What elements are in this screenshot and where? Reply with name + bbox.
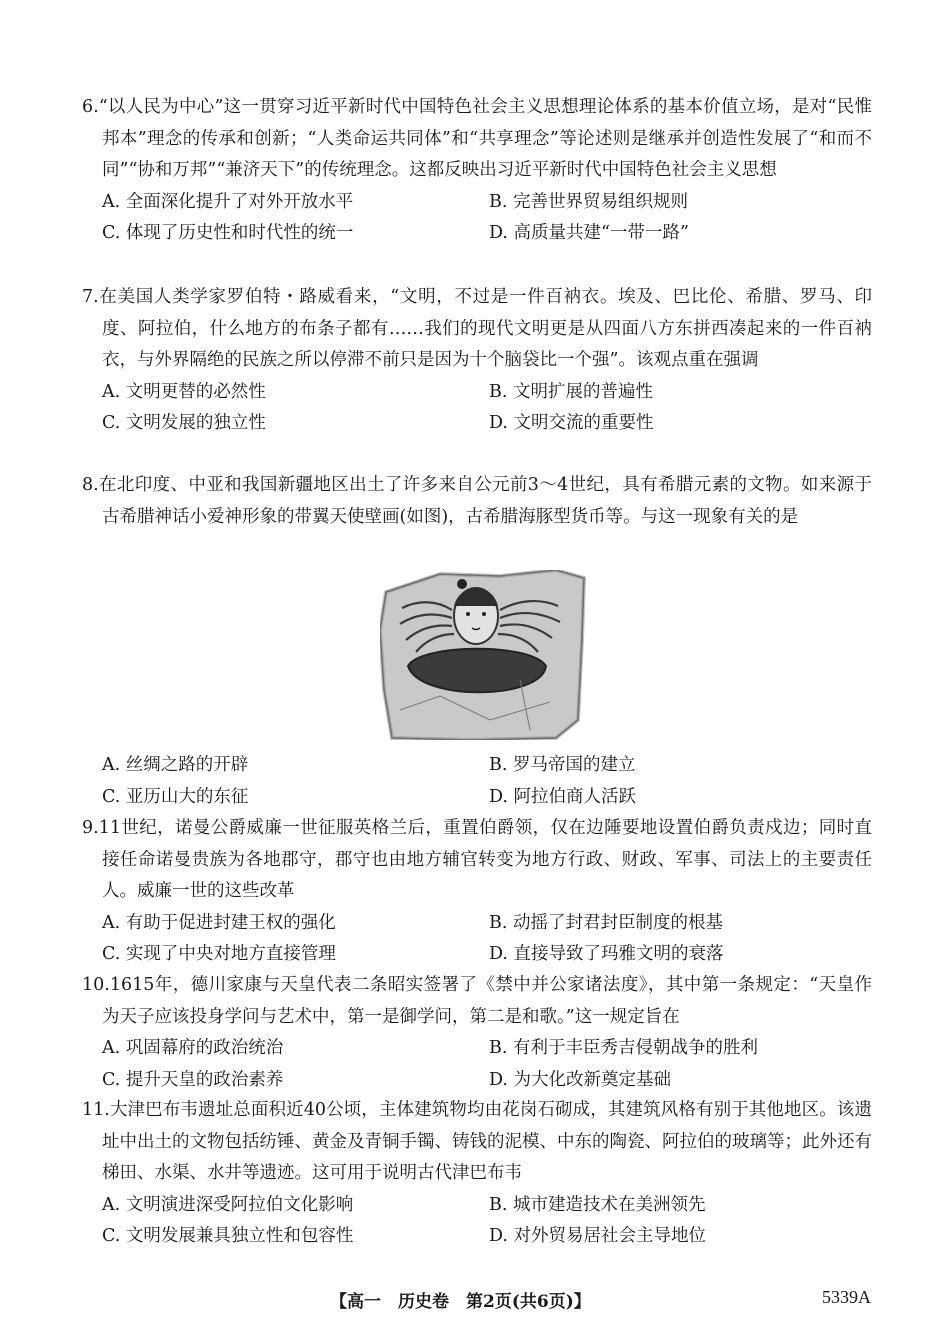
option-a: A. 文明演进深受阿拉伯文化影响 bbox=[102, 1194, 354, 1215]
question-stem: 10.1615年，德川家康与天皇代表二条昭实签署了《禁中并公家诸法度》，其中第一条规定：“天皇作为天子应该投身学问与艺术中，第一是御学问，第二是和歌。”这一规定旨在 bbox=[82, 975, 872, 1027]
option-c: C. 亚历山大的东征 bbox=[102, 786, 249, 807]
option-a: A. 丝绸之路的开辟 bbox=[102, 755, 249, 775]
option-b: B. 有利于丰臣秀吉侵朝战争的胜利 bbox=[489, 1038, 758, 1058]
option-c: C. 提升天皇的政治素养 bbox=[102, 1069, 284, 1090]
question-6 bbox=[82, 92, 872, 250]
option-c: C. 实现了中央对地方直接管理 bbox=[102, 944, 336, 964]
question-9 bbox=[82, 813, 872, 971]
option-a: A. 全面深化提升了对外开放水平 bbox=[102, 191, 354, 212]
option-b: B. 文明扩展的普遍性 bbox=[489, 381, 653, 402]
option-c: C. 体现了历史性和时代性的统一 bbox=[102, 223, 354, 243]
question-11 bbox=[82, 1095, 872, 1253]
options bbox=[102, 750, 872, 813]
options bbox=[102, 908, 872, 971]
question-8-options bbox=[82, 750, 872, 813]
option-a: A. 有助于促进封建王权的强化 bbox=[102, 912, 336, 933]
option-b: B. 罗马帝国的建立 bbox=[489, 755, 636, 775]
option-b: B. 完善世界贸易组织规则 bbox=[489, 191, 688, 212]
options bbox=[102, 187, 872, 250]
options bbox=[102, 1033, 872, 1096]
question-stem: 8.在北印度、中亚和我国新疆地区出土了许多来自公元前3～4世纪，具有希腊元素的文物。如来源于古希腊神话小爱神形象的带翼天使壁画(如图)，古希腊海豚型货币等。与这一现象有关的是 bbox=[82, 475, 872, 527]
option-b: B. 城市建造技术在美洲领先 bbox=[489, 1194, 706, 1215]
question-8 bbox=[82, 470, 872, 533]
question-7 bbox=[82, 282, 872, 440]
option-d: D. 文明交流的重要性 bbox=[489, 413, 654, 433]
question-stem: 11.大津巴布韦遗址总面积近40公顷，主体建筑物均由花岗石砌成，其建筑风格有别于其他地区。该遗址中出土的文物包括纺锤、黄金及青铜手镯、铸钱的泥模、中东的陶瓷、阿拉伯的玻璃等；此外还有梯田、水渠、水井等遗迹。这可用于说明古代津巴布韦 bbox=[82, 1100, 872, 1183]
question-10 bbox=[82, 970, 872, 1096]
question-stem: 6.“以人民为中心”这一贯穿习近平新时代中国特色社会主义思想理论体系的基本价值立场，是对“民惟邦本”理念的传承和创新；“人类命运共同体”和“共享理念”等论述则是继承并创造性发展了“和而不同”“协和万邦”“兼济天下”的传统理念。这都反映出习近平新时代中国特色社会主义思想 bbox=[82, 97, 872, 180]
winged-angel-mural-image bbox=[380, 570, 586, 740]
option-a: A. 文明更替的必然性 bbox=[102, 381, 266, 402]
option-d: D. 为大化改新奠定基础 bbox=[489, 1069, 672, 1090]
question-stem: 9.11世纪，诺曼公爵威廉一世征服英格兰后，重置伯爵领，仅在边陲要地设置伯爵负责戍边；同时直接任命诺曼贵族为各地郡守，郡守也由地方辅官转变为地方行政、财政、军事、司法上的主要责任人。威廉一世的这些改革 bbox=[82, 818, 872, 901]
option-d: D. 直接导致了玛雅文明的衰落 bbox=[489, 944, 724, 964]
question-stem: 7.在美国人类学家罗伯特・路威看来，“文明，不过是一件百衲衣。埃及、巴比伦、希腊、罗马、印度、阿拉伯，什么地方的布条子都有……我们的现代文明更是从四面八方东拼西凑起来的一件百衲衣，与外界隔绝的民族之所以停滞不前只是因为十个脑袋比一个强”。该观点重在强调 bbox=[82, 287, 872, 370]
exam-code: 5339A bbox=[822, 1287, 871, 1307]
options bbox=[102, 1190, 872, 1253]
option-a: A. 巩固幕府的政治统治 bbox=[102, 1038, 284, 1058]
option-d: D. 阿拉伯商人活跃 bbox=[489, 786, 637, 807]
page-number-label: 【高一 历史卷 第2页(共6页)】 bbox=[330, 1292, 591, 1312]
page-footer bbox=[0, 1287, 950, 1317]
options bbox=[102, 377, 872, 440]
option-d: D. 高质量共建“一带一路” bbox=[489, 223, 689, 243]
option-c: C. 文明发展兼具独立性和包容性 bbox=[102, 1226, 354, 1246]
option-b: B. 动摇了封君封臣制度的根基 bbox=[489, 912, 723, 933]
option-d: D. 对外贸易居社会主导地位 bbox=[489, 1226, 707, 1246]
option-c: C. 文明发展的独立性 bbox=[102, 413, 266, 433]
